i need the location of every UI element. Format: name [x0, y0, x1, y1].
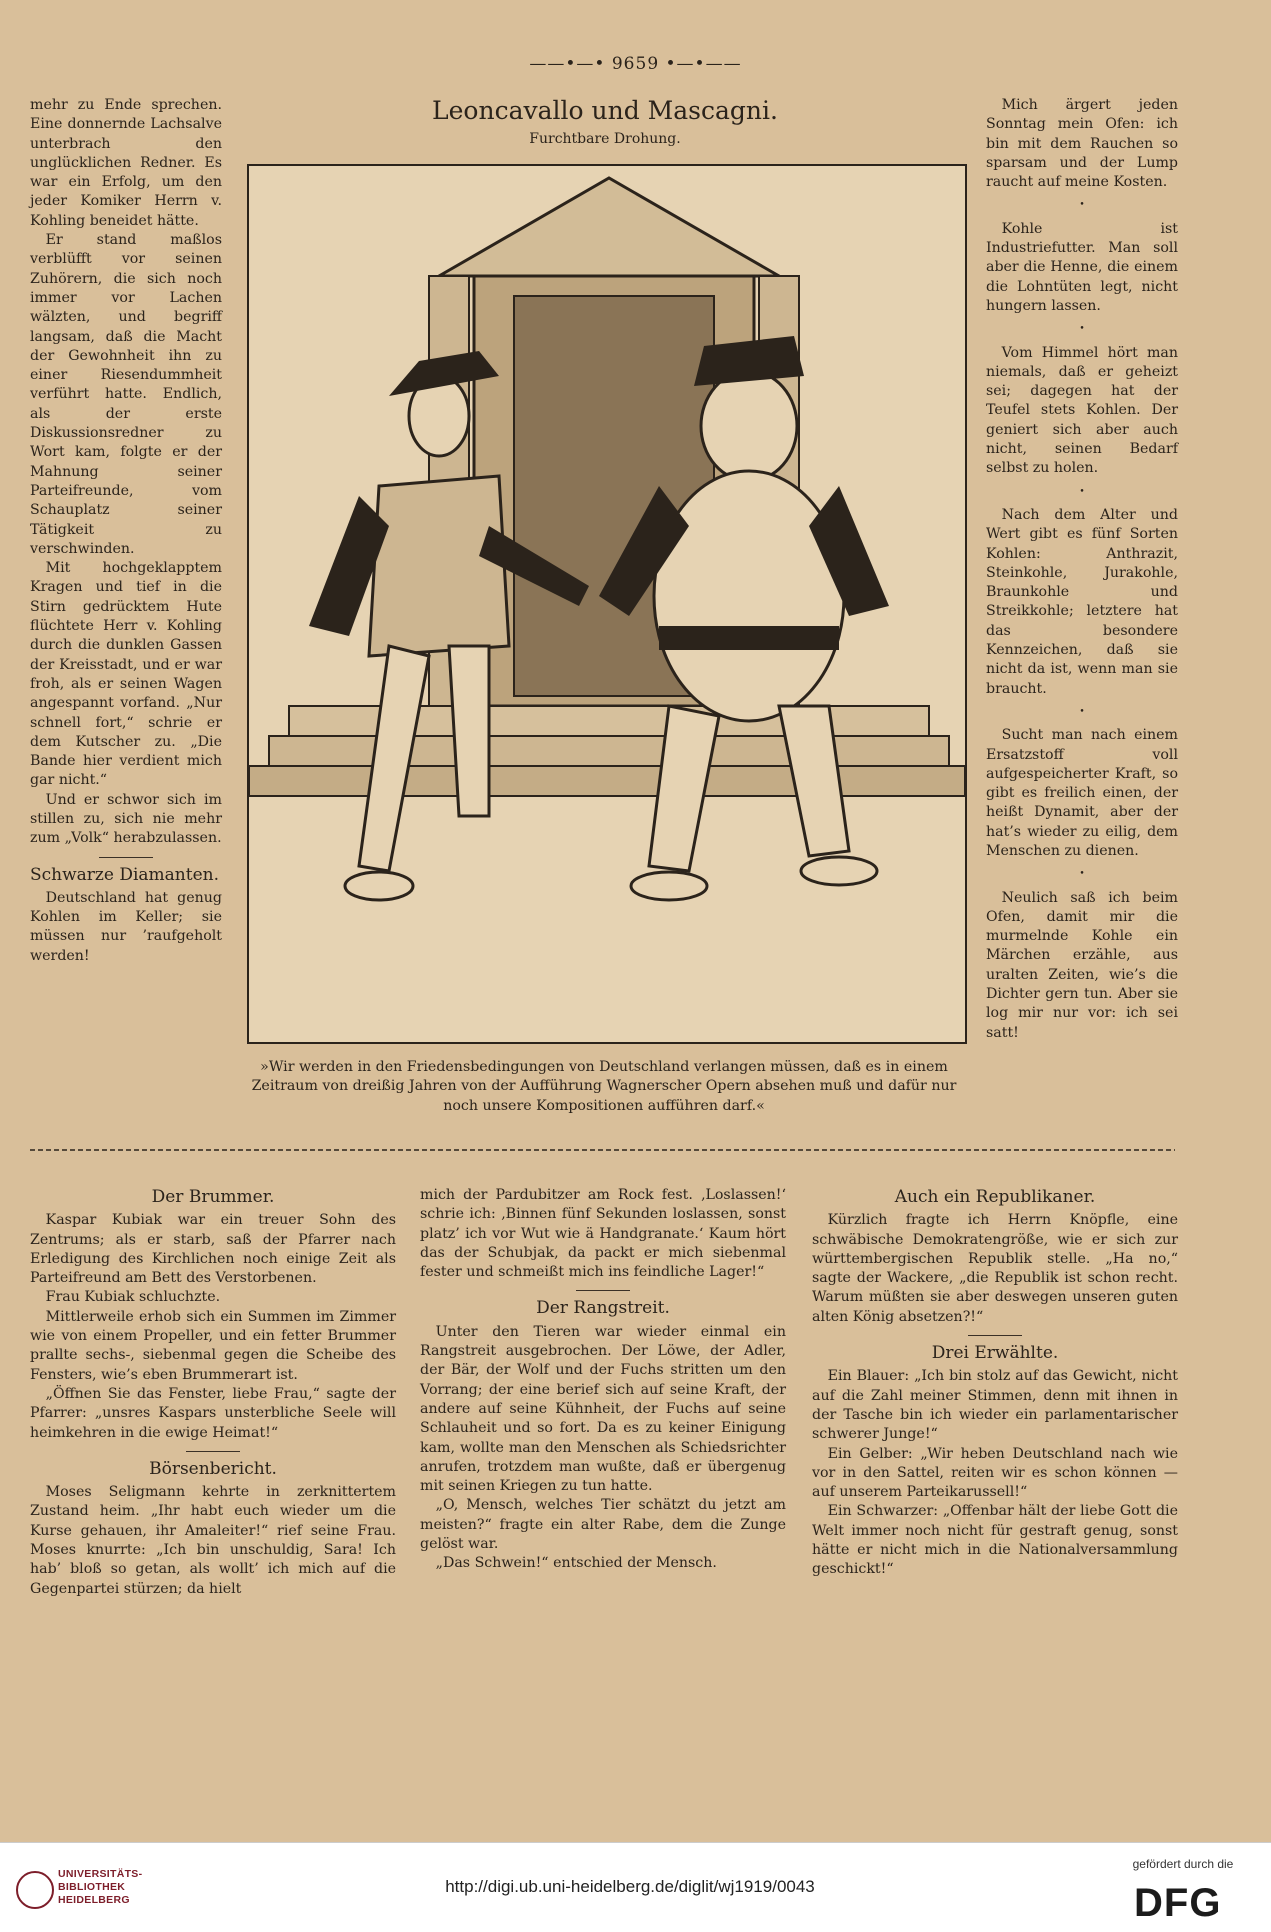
cartoon-drawing — [249, 166, 965, 1042]
page-number: ——•—• 9659 •—•—— — [529, 54, 742, 74]
separator — [968, 1335, 1022, 1336]
figure-right-shoe — [801, 857, 877, 885]
paragraph: Kaspar Kubiak war ein treuer Sohn des Zentrums; als er starb, saß der Pfarrer nach Erledigung des Kirchlichen noch einige Zeit als Parteifreund am Bett des Verstorbenen. — [30, 1212, 396, 1287]
step — [249, 766, 965, 796]
paragraph: Ein Gelber: „Wir heben Deutschland nach wie vor in den Sattel, reiten wir es schon können — auf unserem Parteikarussell!“ — [812, 1445, 1178, 1501]
figure-right-belt — [659, 626, 839, 650]
paragraph: Mittlerweile erhob sich ein Summen im Zimmer wie von einem Propeller, und ein fetter Brummer prallte sechs-, siebenmal gegen die Scheibe des Fensters, wie’s eben Brummerart ist. — [30, 1308, 396, 1383]
dfg-logo[interactable]: DFG — [1134, 1881, 1222, 1925]
paragraph: Kohle ist Industriefutter. Man soll aber die Henne, die einem die Lohntüten legt, nicht hungern lassen. — [986, 220, 1178, 314]
cartoon-caption: »Wir werden in den Friedensbedingungen von Deutschland verlangen müssen, daß es in einem Zeitraum von dreißig Jahren von der Aufführung Wagnerscher Opern absehen muß und dafür nur noch unsere Kompositionen aufführen darf.« — [251, 1059, 957, 1114]
paragraph: Mit hochgeklapptem Kragen und tief in die Stirn gedrücktem Hute flüchtete Herr v. Kohling durch die dunklen Gassen der Kreisstadt, und er war froh, als er seinen Wagen angespannt vorfand. „Nur schnell fort,“ schrie er dem Kutscher zu. „Die Bande hier verdient mich gar nicht.“ — [30, 560, 222, 789]
separator — [99, 857, 153, 858]
column-bottom-2 — [420, 1186, 786, 1574]
figure-right-body — [654, 471, 844, 721]
paragraph: Kürzlich fragte ich Herrn Knöpfle, eine schwäbische Demokratengröße, wie er sich zur württembergischen Republik stelle. „Ha no,“ sagte der Wackere, „die Republik ist schon recht. Warum müßten sie aber deswegen unseren guten alten König absetzen?!“ — [812, 1212, 1178, 1325]
university-seal-icon — [16, 1871, 54, 1909]
paragraph: Nach dem Alter und Wert gibt es fünf Sorten Kohlen: Anthrazit, Steinkohle, Jurakohle, Braunkohle und Streikkohle; letztere hat das besondere Kennzeichen, daß sie nicht da ist, wenn man sie braucht. — [986, 506, 1178, 697]
paragraph: Frau Kubiak schluchzte. — [45, 1289, 221, 1306]
pediment — [439, 178, 779, 276]
bullet-separator: • — [1079, 869, 1085, 880]
document-url-link[interactable]: http://digi.ub.uni-heidelberg.de/diglit/wj1919/0043 — [445, 1877, 815, 1896]
paragraph: Unter den Tieren war wieder einmal ein Rangstreit ausgebrochen. Der Löwe, der Adler, der Bär, der Wolf und der Fuchs stritten um den Vorrang; der eine berief sich auf seine Kraft, der andere auf seine Kühnheit, der Fuchs auf seine Schlauheit und so fort. Da es zu keiner Einigung kam, wollte man den Menschen als Schiedsrichter anrufen, trotzdem man wußte, daß er übergenug mit seinen Kriegen zu tun hatte. — [420, 1323, 786, 1495]
heading-auch-ein-republikaner: Auch ein Republikaner. — [894, 1187, 1096, 1207]
paragraph: Vom Himmel hört man niemals, daß er geheizt sei; dagegen hat der Teufel stets Kohlen. Der geniert sich aber auch nicht, seinen Bedarf selbst zu holen. — [986, 344, 1178, 477]
article-subtitle: Furchtbare Drohung. — [529, 131, 681, 147]
separator — [576, 1290, 630, 1291]
paragraph: mehr zu Ende sprechen. Eine donnernde Lachsalve unterbrach den unglücklichen Redner. Es war ein Erfolg, um den jeder Komiker Herrn v. Kohling beneidet hätte. — [30, 97, 222, 229]
paragraph: Und er schwor sich im stillen zu, sich nie mehr zum „Volk“ herabzulassen. — [30, 791, 222, 847]
bullet-separator: • — [1079, 324, 1085, 335]
paragraph: Ein Schwarzer: „Offenbar hält der liebe Gott die Welt immer noch nicht für gestraft genug, sonst hätte er nicht mich in die Nationalversammlung geschickt!“ — [812, 1503, 1178, 1578]
wavy-divider — [30, 1145, 1175, 1155]
separator — [186, 1451, 240, 1452]
paragraph: mich der Pardubitzer am Rock fest. ‚Loslassen!‘ schrie ich: ‚Binnen fünf Sekunden loslassen, sonst platz’ ich vor Wut wie ä Handgranate.‘ Kaum hört das der Schubjak, da packt er mich siebenmal fester und schmeißt mich ins feindliche Lager!“ — [420, 1187, 786, 1281]
viewer-footer — [0, 1842, 1271, 1932]
figure-left-shoe — [345, 872, 413, 900]
column-bottom-3 — [812, 1182, 1178, 1580]
figure-right-head — [701, 371, 797, 481]
heading-drei-erwaehlte: Drei Erwählte. — [931, 1343, 1059, 1364]
paragraph: Deutschland hat genug Kohlen im Keller; sie müssen nur ’raufgeholt werden! — [30, 889, 222, 964]
paragraph: „O, Mensch, welches Tier schätzt du jetzt am meisten?“ fragte ein alter Rabe, dem die Zunge gelöst war. — [420, 1497, 786, 1553]
article-title: Leoncavallo und Mascagni. — [432, 96, 778, 125]
sponsor-label: gefördert durch die — [1132, 1857, 1234, 1871]
paragraph: Moses Seligmann kehrte in zerknittertem Zustand heim. „Ihr habt euch wieder um die Kurse gehauen, ihr Amaleiter!“ rief seine Frau. Moses knurrte: „Ich bin unschuldig, Sara! Ich hab’ bloß so getan, als wollt’ ich mich auf die Gegenpartei stürzen; da hielt — [30, 1484, 396, 1597]
heading-der-rangstreit: Der Rangstreit. — [536, 1298, 670, 1319]
university-name: UNIVERSITÄTS- BIBLIOTHEK HEIDELBERG — [58, 1868, 143, 1906]
bullet-separator: • — [1079, 200, 1085, 211]
paragraph: Er stand maßlos verblüfft vor seinen Zuhörern, die sich noch immer vor Lachen wälzten, und begriff langsam, daß die Macht der Gewohnheit ihn zu einer Riesendummheit verführt hatte. Endlich, als der erste Diskussionsredner zu Wort kam, folgte er der Mahnung seiner Parteifreunde, vom Schauplatz seiner Tätigkeit zu verschwinden. — [30, 232, 222, 557]
paragraph: Neulich saß ich beim Ofen, damit mir die murmelnde Kohle ein Märchen erzähle, aus uralten Zeiten, wie’s die Dichter gern tun. Aber sie log mir nur vor: ich sei satt! — [986, 889, 1178, 1041]
figure-left-body — [369, 476, 509, 656]
paragraph: Mich ärgert jeden Sonntag mein Ofen: ich bin mit dem Rauchen so sparsam und der Lump raucht auf meine Kosten. — [986, 97, 1178, 191]
column-right-top — [986, 96, 1178, 1043]
paragraph: Sucht man nach einem Ersatzstoff voll aufgespeicherter Kraft, so gibt es freilich einen, der heißt Dynamit, aber der hat’s wieder zu eilig, dem Menschen zu dienen. — [986, 727, 1178, 859]
paragraph: „Das Schwein!“ entschied der Mensch. — [435, 1555, 717, 1572]
step — [269, 736, 949, 766]
column-left-top — [30, 96, 222, 966]
heading-der-brummer: Der Brummer. — [151, 1187, 275, 1207]
paragraph: „Öffnen Sie das Fenster, liebe Frau,“ sagte der Pfarrer: „unsres Kaspars unsterbliche Seele will heimkehren in die ewige Heimat!“ — [30, 1385, 396, 1441]
heading-schwarze-diamanten: Schwarze Diamanten. — [30, 864, 220, 885]
column-bottom-1 — [30, 1182, 396, 1599]
bullet-separator: • — [1079, 706, 1085, 717]
figure-right-shoe — [631, 872, 707, 900]
bullet-separator: • — [1079, 486, 1085, 497]
paragraph: Ein Blauer: „Ich bin stolz auf das Gewicht, nicht auf die Zahl meiner Stimmen, denn mit ihnen in der Tasche bin ich wieder ein parlamentarischer schwerer Junge!“ — [812, 1368, 1178, 1443]
heading-boersenbericht: Börsenbericht. — [149, 1458, 277, 1479]
cartoon-illustration — [247, 164, 967, 1044]
university-logo[interactable] — [16, 1865, 166, 1915]
